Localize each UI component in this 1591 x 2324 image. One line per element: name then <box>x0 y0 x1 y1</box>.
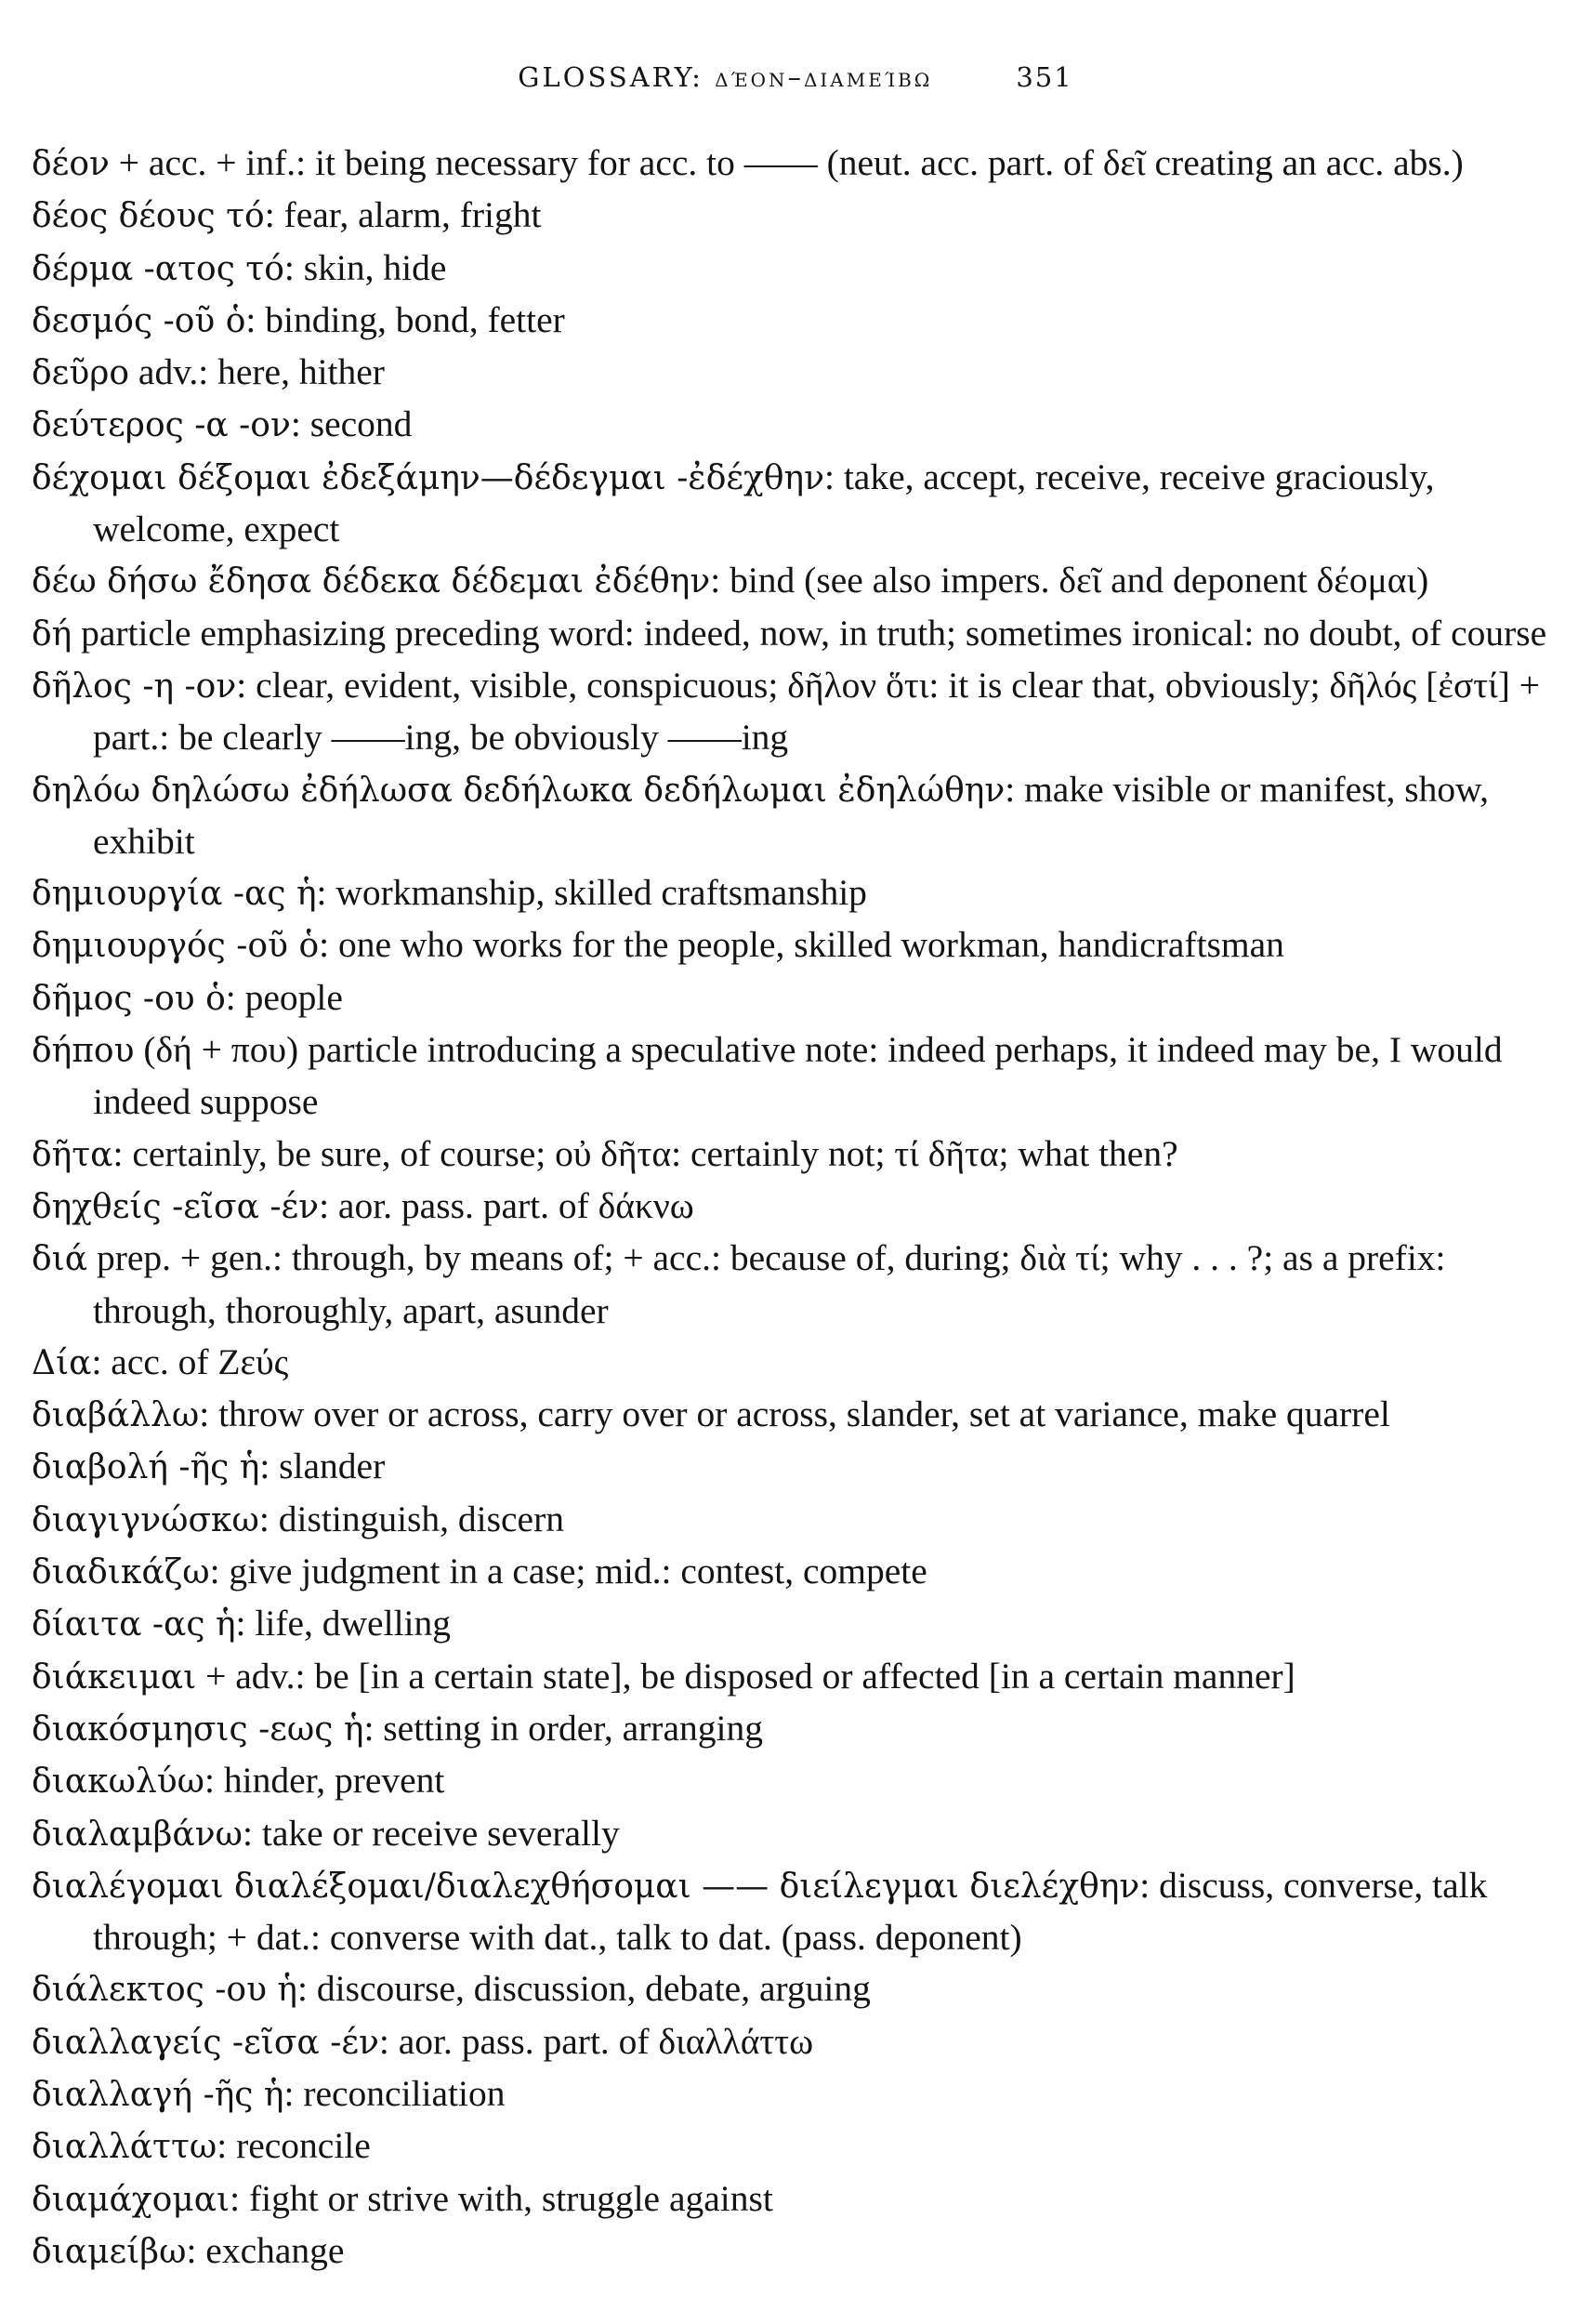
definition: prep. + gen.: through, by means of; + acc.: because of, during; διὰ τί; why . . . ?; as a prefix: through, thoroughly, apart, asunder <box>87 1237 1446 1331</box>
glossary-entry <box>32 1598 1565 1650</box>
definition: : take, accept, receive, receive graciously, welcome, expect <box>93 456 1435 550</box>
glossary-entry <box>32 764 1565 868</box>
definition: : take or receive severally <box>243 1812 620 1854</box>
headword: διαβάλλω <box>32 1396 200 1435</box>
definition: : distinguish, discern <box>258 1498 564 1539</box>
definition: : give judgment in a case; mid.: contest, compete <box>209 1551 927 1592</box>
headword: δίαιτα -ας ἡ <box>32 1605 236 1644</box>
glossary-entry <box>32 1494 1565 1546</box>
glossary-entry <box>32 1703 1565 1755</box>
headword: διαλλαγείς -εῖσα -έν <box>32 2023 379 2062</box>
running-head-title: GLOSSARY: δέον–διαμείβω <box>518 61 933 93</box>
glossary-entry <box>32 1546 1565 1598</box>
definition: : one who works for the people, skilled workman, handicraftsman <box>319 924 1284 966</box>
glossary-entry <box>32 2016 1565 2068</box>
definition: : fear, alarm, fright <box>264 194 542 236</box>
definition: : aor. pass. part. of διαλλάττω <box>378 2020 814 2062</box>
definition: : people <box>225 976 343 1018</box>
glossary-entry <box>32 608 1565 660</box>
headword: δεσμός -οῦ ὁ <box>32 301 246 340</box>
definition: : setting in order, arranging <box>363 1707 763 1749</box>
glossary-entry <box>32 919 1565 971</box>
definition: : life, dwelling <box>235 1603 452 1644</box>
headword: διαγιγνώσκω <box>32 1500 259 1539</box>
glossary-entry <box>32 1389 1565 1441</box>
headword: διαδικάζω <box>32 1553 210 1592</box>
definition: adv.: here, hither <box>129 351 385 393</box>
headword: διάκειμαι <box>32 1657 197 1697</box>
headword: διαλαμβάνω <box>32 1815 243 1854</box>
definition: (δή + που) particle introducing a speculative note: indeed perhaps, it indeed may be, I would indeed suppose <box>93 1029 1503 1123</box>
headword: διαλλαγή -ῆς ἡ <box>32 2075 284 2114</box>
headword: διαλέγομαι διαλέξομαι/διαλεχθήσομαι —— διείλεγμαι διελέχθην <box>32 1867 1140 1906</box>
definition: : bind (see also impers. δεῖ and deponent δέομαι) <box>710 560 1429 601</box>
glossary-entry <box>32 1233 1565 1337</box>
headword: διακωλύω <box>32 1763 205 1802</box>
headword: δέρμα -ατος τό <box>32 249 284 288</box>
definition: + acc. + inf.: it being necessary for acc. to —— (neut. acc. part. of δεῖ creating an acc. abs.) <box>109 142 1464 183</box>
definition: : make visible or manifest, show, exhibit <box>93 768 1489 862</box>
headword: Δία <box>32 1343 92 1382</box>
glossary-entry <box>32 2068 1565 2120</box>
glossary-entry <box>32 1808 1565 1860</box>
glossary-entry <box>32 1860 1565 1964</box>
headword: δέος δέους τό <box>32 197 265 236</box>
headword: δήπου <box>32 1032 135 1071</box>
headword: δεύτερος -α -ον <box>32 406 291 445</box>
glossary-entry <box>32 399 1565 451</box>
definition: : aor. pass. part. of δάκνω <box>319 1184 694 1226</box>
definition: : throw over or across, carry over or across, slander, set at variance, make quarrel <box>199 1393 1390 1435</box>
glossary-entry <box>32 660 1565 764</box>
headword: διαμάχομαι <box>32 2180 230 2219</box>
definition: : acc. of Ζεύς <box>91 1340 289 1382</box>
glossary-entry <box>32 1441 1565 1493</box>
page-number: 351 <box>1016 61 1073 93</box>
headword: δέον <box>32 145 110 183</box>
glossary-entry <box>32 138 1565 190</box>
headword: διαβολή -ῆς ἡ <box>32 1448 260 1487</box>
headword: δεῦρο <box>32 354 130 393</box>
definition: + adv.: be [in a certain state], be disposed or affected [in a certain manner] <box>196 1655 1295 1697</box>
definition: : binding, bond, fetter <box>245 298 565 340</box>
headword: δῆτα <box>32 1135 113 1174</box>
glossary-entry <box>32 2173 1565 2225</box>
definition: : second <box>290 403 413 445</box>
headword: δῆμος -ου ὁ <box>32 979 226 1018</box>
definition: : hinder, prevent <box>204 1760 445 1802</box>
glossary-entry <box>32 1755 1565 1807</box>
definition: : skin, hide <box>283 246 447 288</box>
definition: : workmanship, skilled craftsmanship <box>316 872 867 914</box>
definition: : exchange <box>186 2229 345 2271</box>
headword: δή <box>32 614 72 654</box>
glossary-entry <box>32 1337 1565 1389</box>
headword: διά <box>32 1240 88 1279</box>
running-head <box>0 61 1591 93</box>
definition: : fight or strive with, struggle against <box>230 2177 773 2219</box>
glossary-entry <box>32 1129 1565 1181</box>
definition: : discuss, converse, talk through; + dat.: converse with dat., talk to dat. (pass. deponent) <box>93 1864 1488 1959</box>
glossary-entry <box>32 867 1565 919</box>
glossary-entry <box>32 1651 1565 1703</box>
definition: : slander <box>259 1446 386 1487</box>
headword: δημιουργός -οῦ ὁ <box>32 927 320 966</box>
glossary-entry <box>32 452 1565 556</box>
glossary-entry <box>32 243 1565 295</box>
glossary-entry <box>32 347 1565 399</box>
definition: : reconciliation <box>283 2072 506 2114</box>
headword: δέχομαι δέξομαι ἐδεξάμην—δέδεγμαι -ἐδέχθην <box>32 458 824 497</box>
headword: διαμείβω <box>32 2232 187 2271</box>
glossary-entry <box>32 555 1565 607</box>
glossary-entries <box>32 138 1565 2278</box>
definition: : discourse, discussion, debate, arguing <box>297 1968 871 2010</box>
headword: δηχθείς -εῖσα -έν <box>32 1187 320 1226</box>
headword: δηλόω δηλώσω ἐδήλωσα δεδήλωκα δεδήλωμαι ἐδηλώθην <box>32 771 1006 810</box>
glossary-entry <box>32 2120 1565 2172</box>
definition: particle emphasizing preceding word: indeed, now, in truth; sometimes ironical: no doubt, of course <box>72 612 1547 654</box>
headword: διάλεκτος -ου ἡ <box>32 1971 297 2010</box>
headword: διακόσμησις -εως ἡ <box>32 1710 364 1749</box>
headword: δημιουργία -ας ἡ <box>32 875 317 914</box>
definition: : reconcile <box>217 2125 371 2167</box>
definition: : certainly, be sure, of course; οὐ δῆτα: certainly not; τί δῆτα; what then? <box>112 1132 1178 1174</box>
glossary-entry <box>32 972 1565 1024</box>
definition: : clear, evident, visible, conspicuous; δῆλον ὅτι: it is clear that, obviously; δῆλός [ἐστί] + part.: be clearly ——ing, be obviously ——ing <box>93 664 1541 759</box>
glossary-entry <box>32 190 1565 242</box>
headword: διαλλάττω <box>32 2128 217 2167</box>
headword: δέω δήσω ἔδησα δέδεκα δέδεμαι ἐδέθην <box>32 562 711 601</box>
headword: δῆλος -η -ον <box>32 667 237 706</box>
glossary-entry <box>32 1963 1565 2015</box>
glossary-entry <box>32 1181 1565 1233</box>
glossary-entry <box>32 1024 1565 1129</box>
glossary-entry <box>32 295 1565 347</box>
glossary-entry <box>32 2225 1565 2278</box>
